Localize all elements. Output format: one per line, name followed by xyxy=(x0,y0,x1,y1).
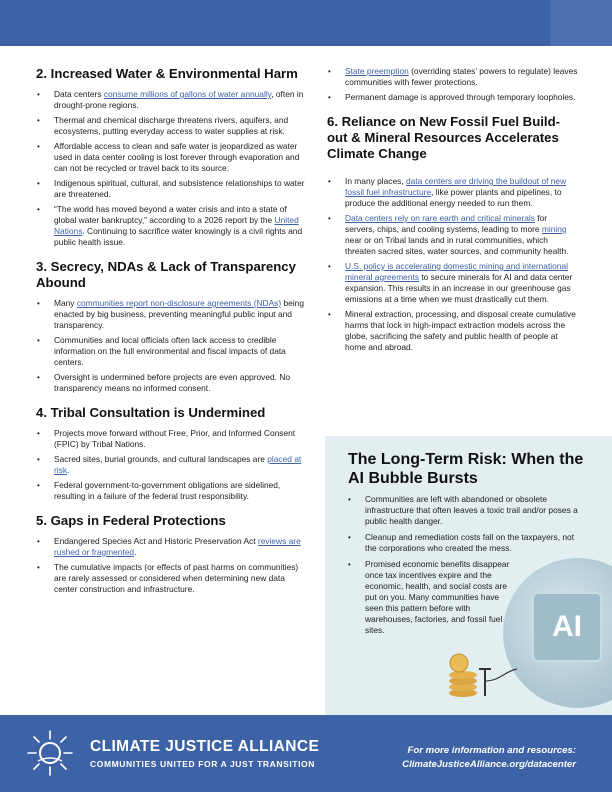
list-item xyxy=(36,454,308,476)
section-water-harm xyxy=(36,66,308,248)
right-column xyxy=(327,66,579,364)
coins-pump-icon xyxy=(445,641,525,701)
fossil-buildout-link[interactable]: data centers are driving the buildout of new fossil fuel infrastructure xyxy=(345,176,567,197)
list-item: • Projects move forward without Free, Prior, and Informed Consent (FPIC) by Tribal Nations. xyxy=(36,428,308,450)
text: to secure minerals for AI and data center expansion. This results in an increase in our greenhouse gas emissions at a time when we must drastically cut them. xyxy=(345,272,573,304)
us-policy-link[interactable]: U.S. policy is accelerating domestic mining and international mineral agreements xyxy=(345,261,568,282)
text: Many xyxy=(54,298,77,308)
state-preemption-link[interactable]: State preemption xyxy=(345,66,409,76)
text: Data centers xyxy=(54,89,104,99)
section-federal-gaps xyxy=(36,513,308,595)
top-banner-accent xyxy=(550,0,612,46)
list-item: • Thermal and chemical discharge threatens rivers, aquifers, and ecosystems, putting everyday access to water supplies at risk. xyxy=(36,115,308,137)
list-item: • Mineral extraction, processing, and disposal create cumulative harms that lock in high-impact extraction models across the globe, sacrificing the safety and public health of people at home and abroad. xyxy=(327,309,579,353)
list-item: • Permanent damage is approved through temporary loopholes. xyxy=(327,92,579,103)
list-item xyxy=(36,89,308,111)
section-title: 3. Secrecy, NDAs & Lack of Transparency Abound xyxy=(36,259,296,290)
resource-url-link[interactable]: ClimateJusticeAlliance.org/datacenter xyxy=(402,759,576,770)
section-title: 5. Gaps in Federal Protections xyxy=(36,513,226,528)
more-info-text: For more information and resources: xyxy=(407,745,576,756)
section-secrecy xyxy=(36,259,308,394)
section-title: 2. Increased Water & Environmental Harm xyxy=(36,66,298,81)
text: near or on Tribal lands and in rural communities, which threaten sacred sites, water sources, and community health. xyxy=(345,235,569,256)
list-item: • Communities and local officials often lack access to credible information on the full environmental and fiscal impacts of data centers. xyxy=(36,335,308,368)
list-item xyxy=(327,176,579,209)
list-item xyxy=(327,261,579,305)
list-item xyxy=(36,204,308,248)
text: , often in drought-prone regions. xyxy=(54,89,304,110)
list-item: • Federal government-to-government obligations are sidelined, resulting in a failure of the federal trust responsibility. xyxy=(36,480,308,502)
section-title: 6. Reliance on New Fossil Fuel Build-out & Mineral Resources Accelerates Climate Change xyxy=(327,114,561,161)
org-name: CLIMATE JUSTICE ALLIANCE xyxy=(90,738,320,755)
list-item xyxy=(36,298,308,331)
text: Sacred sites, burial grounds, and cultural landscapes are xyxy=(54,454,268,464)
text: for servers, chips, and cooling systems, leading to more xyxy=(345,213,548,234)
text: In many places, xyxy=(345,176,406,186)
reviews-rushed-link[interactable]: reviews are rushed or fragmented xyxy=(54,536,301,557)
text: , like power plants and pipelines, to produce the additional energy needed to run them. xyxy=(345,187,562,208)
list-item: • Oversight is undermined before projects are even approved. No transparency means no informed consent. xyxy=(36,372,308,394)
section-continued xyxy=(327,66,579,103)
cja-logo-icon xyxy=(24,727,76,779)
box-title: The Long-Term Risk: When the AI Bubble Bursts xyxy=(348,451,584,487)
list-item: • The cumulative impacts (or effects of past harms on communities) are rarely assessed or considered when determining new data center construction and infrastructure. xyxy=(36,562,308,595)
long-term-risk-box xyxy=(325,436,612,715)
mining-link[interactable]: mining xyxy=(541,224,567,234)
text: (overriding states’ powers to regulate) leaves communities with fewer protections. xyxy=(345,66,578,87)
united-nations-link[interactable]: United Nations xyxy=(54,215,299,236)
list-item: • Cleanup and remediation costs fall on the taxpayers, not the corporations who created the mess. xyxy=(347,532,587,554)
section-fossil-fuel xyxy=(327,114,579,353)
text: . xyxy=(67,465,70,475)
list-item xyxy=(36,536,308,558)
list-item: • Affordable access to clean and safe water is jeopardized as water used in data center cooling is lost forever through evaporation and can not be recycled or travel back to its source. xyxy=(36,141,308,174)
list-item: • Communities are left with abandoned or obsolete infrastructure that often leaves a toxic trail and/or poses a public health danger. xyxy=(347,494,587,527)
org-tagline: COMMUNITIES UNITED FOR A JUST TRANSITION xyxy=(90,759,316,769)
left-column xyxy=(36,66,308,606)
text: being enacted by big business, preventing meaningful public input and transparency. xyxy=(54,298,304,330)
list-item: • Indigenous spiritual, cultural, and subsistence relationships to water are threatened. xyxy=(36,178,308,200)
nda-link[interactable]: communities report non-disclosure agreements (NDAs) xyxy=(76,298,282,308)
section-title: 4. Tribal Consultation is Undermined xyxy=(36,405,266,420)
list-item: • Promised economic benefits disappear once tax incentives expire and the economic, health, and social costs are put on you. Many communities have seen this pattern before with warehouses, factories, and fossil fuel sites. xyxy=(347,559,515,636)
chip-label: AI xyxy=(552,610,582,643)
footer-banner xyxy=(0,715,612,792)
rare-earth-link[interactable]: Data centers rely on rare earth and critical minerals xyxy=(345,213,535,223)
text: “The world has moved beyond a water crisis and into a state of global water bankruptcy,” according to a 2026 report by the xyxy=(54,204,287,225)
water-usage-link[interactable]: consume millions of gallons of water annually xyxy=(103,89,272,99)
section-tribal xyxy=(36,405,308,502)
text: . Continuing to sacrifice water knowingly is a civil rights and public health issue. xyxy=(54,226,303,247)
top-banner xyxy=(0,0,612,46)
text: . xyxy=(134,547,137,557)
list-item xyxy=(327,66,579,88)
placed-at-risk-link[interactable]: placed at risk xyxy=(54,454,302,475)
text: Endangered Species Act and Historic Preservation Act xyxy=(54,536,258,546)
list-item xyxy=(327,213,579,257)
